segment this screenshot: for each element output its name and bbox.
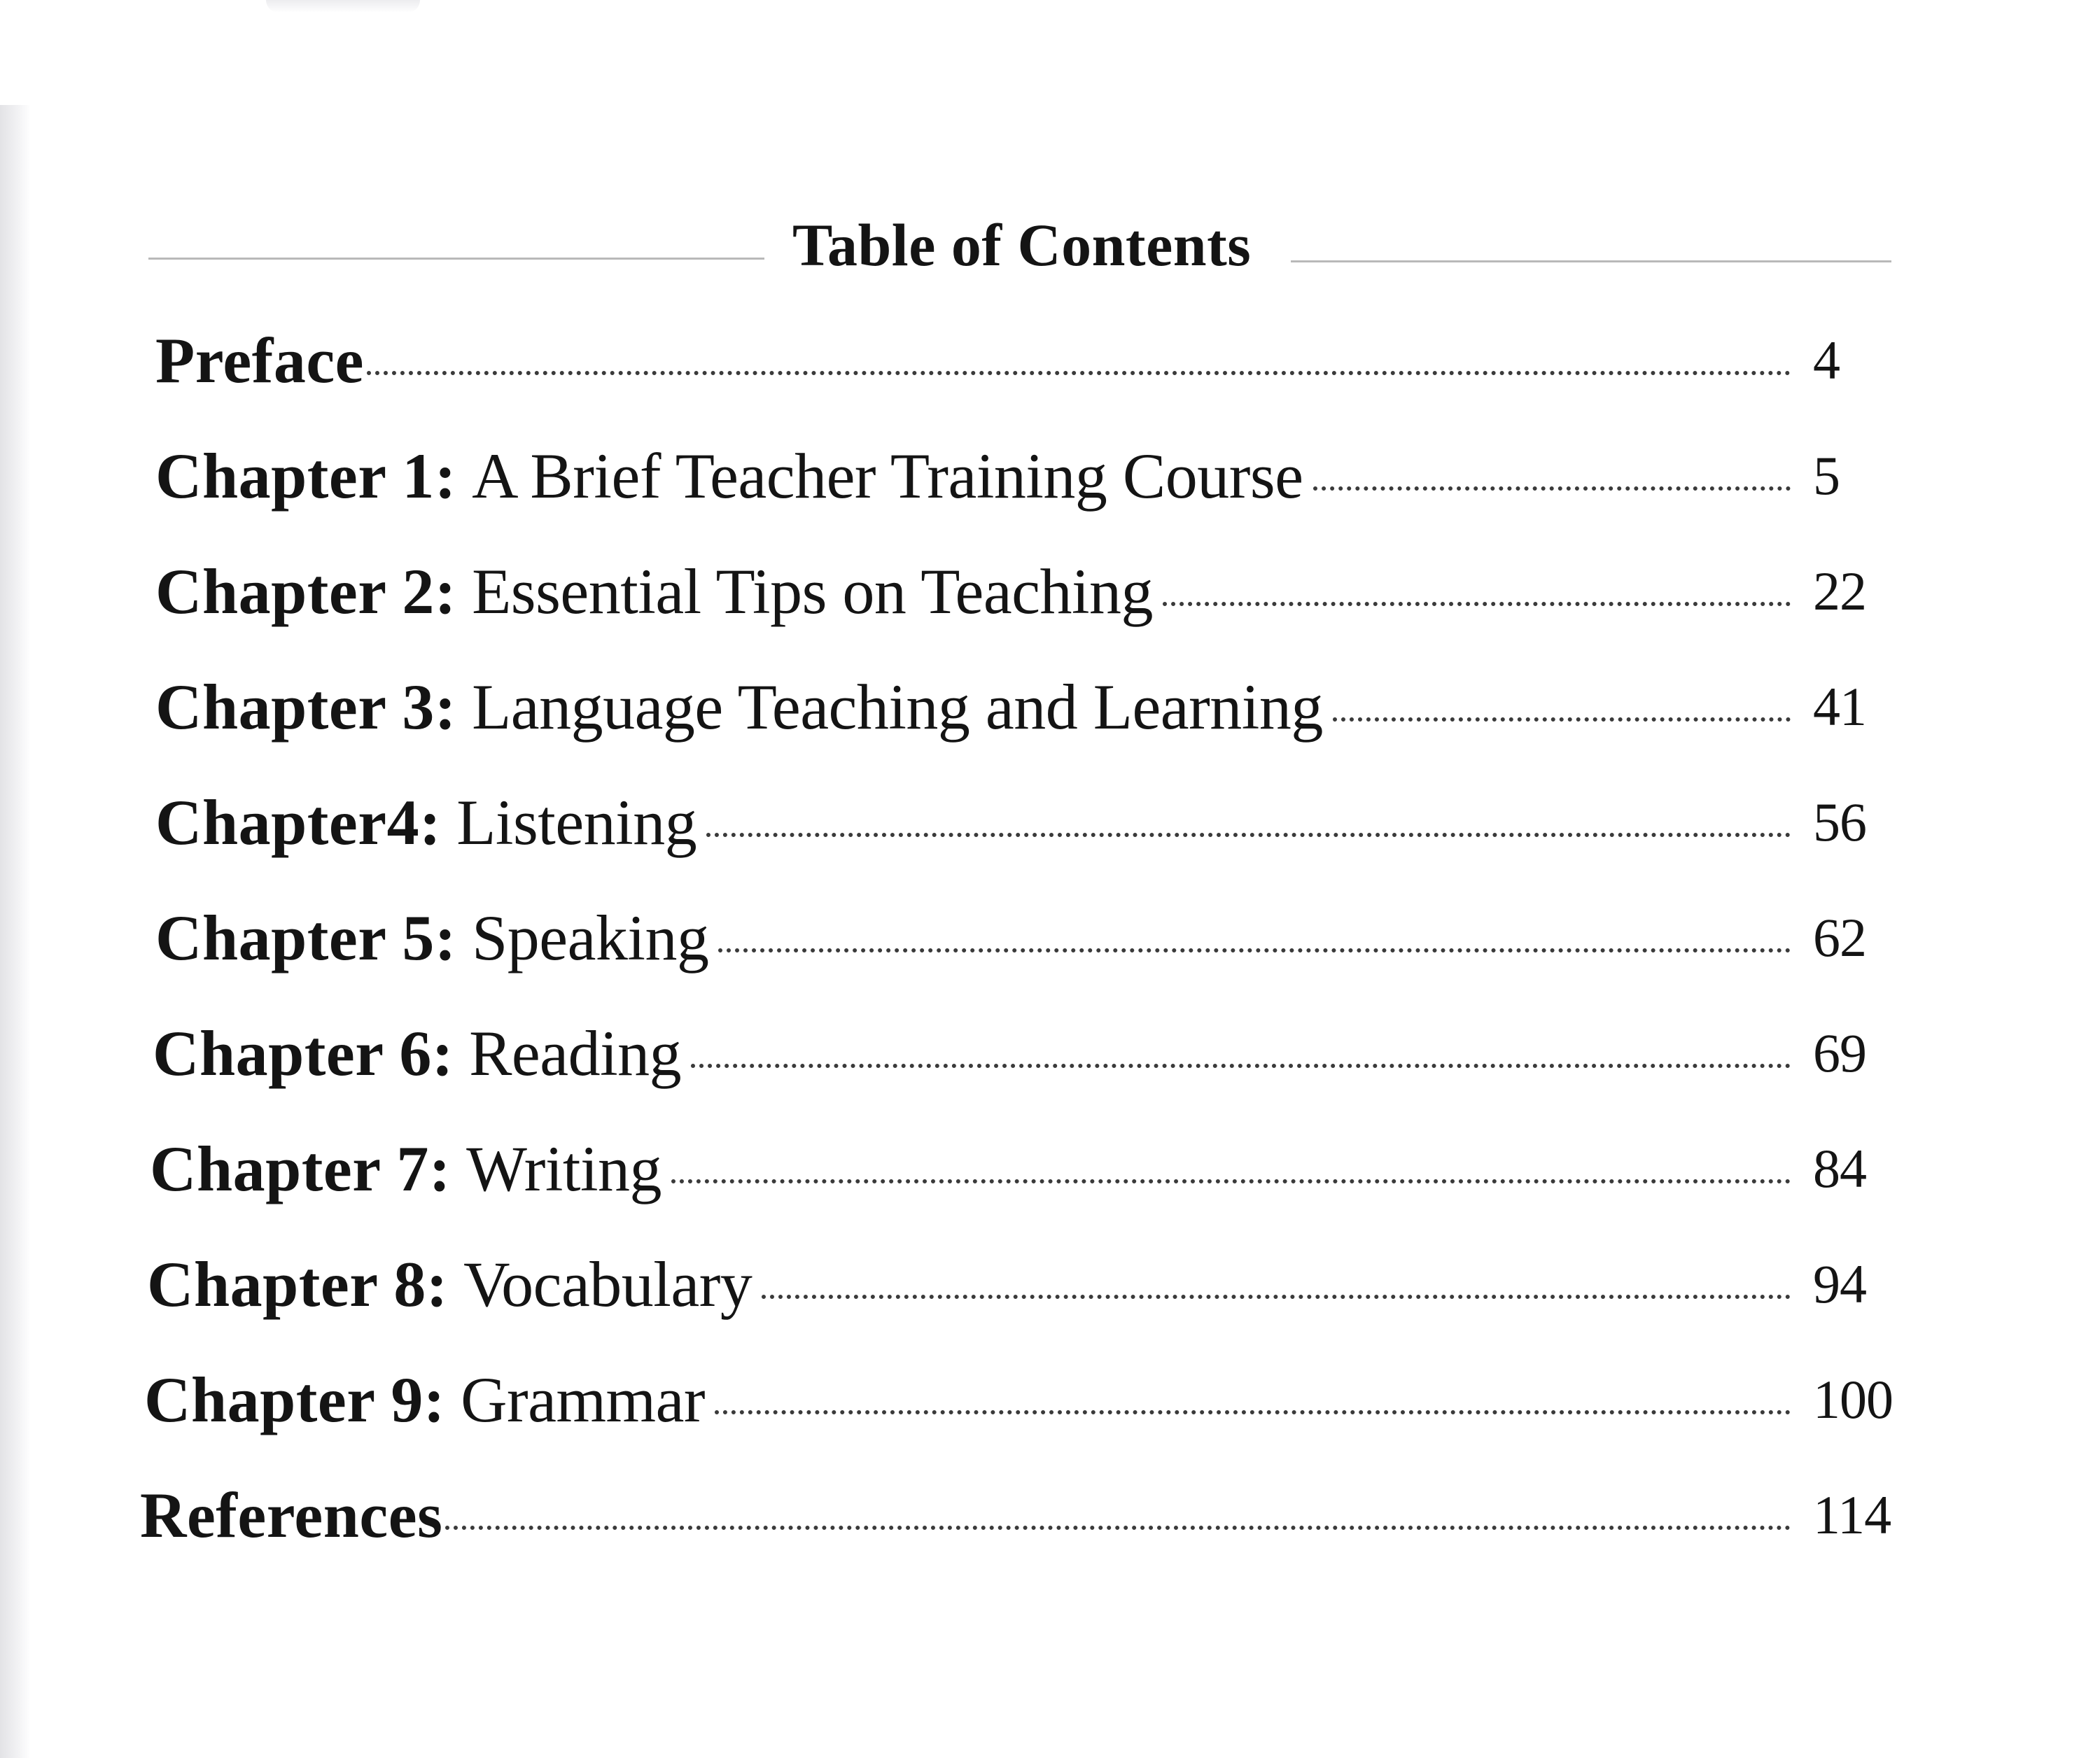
entry-label: Chapter 9: [144, 1364, 446, 1435]
page-number: 56 [1813, 792, 1866, 852]
entry-label: Chapter 3: [155, 671, 457, 743]
toc-entry-chapter-8[interactable] [147, 1246, 1793, 1323]
entry-label: Chapter 7: [150, 1133, 451, 1204]
entry-title: Speaking [472, 902, 709, 973]
dot-leader [671, 1179, 1791, 1183]
dot-leader [367, 371, 1791, 375]
dot-leader [445, 1526, 1791, 1530]
dot-leader [1333, 717, 1791, 722]
page-number: 22 [1813, 561, 1866, 621]
page-number: 41 [1813, 676, 1866, 737]
entry-title: Essential Tips on Teaching [472, 556, 1154, 627]
dot-leader [762, 1295, 1791, 1299]
entry-title: Reading [469, 1018, 682, 1089]
entry-title: A Brief Teacher Training Course [472, 440, 1303, 512]
page-number: 4 [1813, 330, 1840, 391]
entry-title: Grammar [461, 1364, 706, 1435]
dot-leader [715, 1410, 1791, 1414]
toc-entry-chapter-6[interactable] [153, 1015, 1793, 1092]
page-number: 62 [1813, 907, 1866, 968]
toc-entry-chapter-5[interactable] [155, 899, 1793, 976]
page-number: 100 [1813, 1369, 1893, 1430]
toc-entry-chapter-1[interactable] [155, 437, 1793, 514]
entry-title: Vocabulary [463, 1249, 752, 1320]
entry-title: Listening [456, 787, 697, 858]
page-number: 5 [1813, 445, 1840, 506]
page-number: 94 [1813, 1253, 1866, 1314]
entry-title: Language Teaching and Learning [472, 671, 1323, 743]
toc-entry-chapter-2[interactable] [155, 553, 1793, 630]
entry-label: Chapter 5: [155, 902, 457, 973]
toc-entry-chapter-3[interactable] [155, 668, 1793, 745]
toc-entry-chapter-9[interactable] [144, 1361, 1793, 1438]
page-number: 84 [1813, 1138, 1866, 1199]
dot-leader [706, 833, 1791, 837]
toc-entry-chapter-7[interactable] [150, 1130, 1793, 1207]
page-title: Table of Contents [792, 211, 1252, 279]
entry-label: References [140, 1479, 443, 1551]
toc-entry-preface[interactable] [155, 322, 1793, 399]
dot-leader [1313, 486, 1791, 491]
entry-title: Writing [466, 1133, 662, 1204]
entry-label: Chapter4: [155, 787, 442, 858]
toc-entry-chapter-4[interactable] [155, 784, 1793, 861]
dot-leader [1163, 602, 1791, 606]
entry-label: Chapter 2: [155, 556, 457, 627]
toc-entry-references[interactable] [140, 1477, 1793, 1554]
dot-leader [691, 1064, 1791, 1068]
entry-label: Preface [155, 325, 365, 396]
page-number: 114 [1813, 1484, 1891, 1545]
page-number: 69 [1813, 1022, 1866, 1083]
dot-leader [718, 948, 1791, 952]
entry-label: Chapter 8: [147, 1249, 449, 1320]
entry-label: Chapter 1: [155, 440, 457, 512]
entry-label: Chapter 6: [153, 1018, 454, 1089]
